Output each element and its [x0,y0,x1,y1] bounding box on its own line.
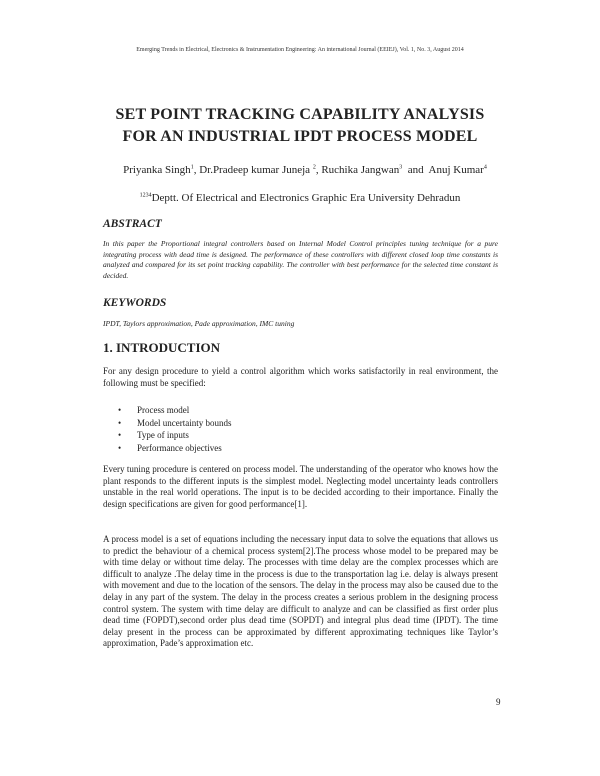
author-sup: 2 [312,164,316,171]
author-conjunction: and [407,164,424,176]
author-name: Dr.Pradeep kumar Juneja [199,164,311,176]
list-item: • Performance objectives [118,442,231,455]
intro-paragraph-2: Every tuning procedure is centered on process model. The understanding of the operator who knows how the plant responds to the different inputs is the simplest model. Neglecting model uncertainty leads controllers unstable in the real world operations. The input is to be decided according to their importance. Finally the design specifications are given for good performance[1]. [103,464,498,509]
affiliation-text: Deptt. Of Electrical and Electronics Graphic Era University Dehradun [151,192,461,204]
title-line-1: SET POINT TRACKING CAPABILITY ANALYSIS [115,106,485,123]
author-sup: 1 [190,164,194,171]
author-sup: 3 [399,164,403,171]
requirements-list [118,404,231,455]
intro-paragraph-1: For any design procedure to yield a control algorithm which works satisfactorily in real environment, the following must be specified: [103,366,498,388]
author-name: Priyanka Singh [123,164,191,176]
running-head: Emerging Trends in Electrical, Electronics & Instrumentation Engineering: An international Journal (EEIEJ), Vol. 1, No. 3, August 2014 [136,47,464,53]
intro-paragraph-3: A process model is a set of equations including the necessary input data to solve the equations that allows us to predict the behaviour of a chemical process system[2].The process whose model to be prepared may be with time delay or without time delay. The processes with time delay are the complex processes which are difficult to analyze .The delay time in the process is due to the transportation lag i.e. delay is always present with movement and due to the location of the sensors. The delay in the process may also be caused due to the delay in any part of the system. The delay in the process creates a serious problem in the designing process control system. The system with time delay are difficult to analyze and can be classified as first order plus dead time (FOPDT),second order plus dead time (SOPDT) and integral plus dead time (IPDT). The time delay present in the process can be approximated by different approximating techniques like Taylor’s approximation, Pade’s approximation etc. [103,534,498,649]
author-list: Priyanka Singh$^1$, Dr.Pradeep kumar Juneja $^2$, Ruchika Jangwan$^3$ and Anuj Kumar$^4$ [123,164,487,176]
paper-title [60,104,540,148]
keywords-text: IPDT, Taylors approximation, Pade approximation, IMC tuning [103,319,295,328]
section-heading-introduction: 1. INTRODUCTION [103,340,221,355]
keywords-heading: KEYWORDS [103,297,167,309]
author-name: Ruchika Jangwan [321,164,400,176]
affiliation [100,192,500,204]
list-item: • Model uncertainty bounds [118,417,231,430]
affiliation-sup: 1234 [139,192,152,199]
list-item: • Type of inputs [118,429,231,442]
author-sup: 4 [483,164,487,171]
abstract-heading: ABSTRACT [103,218,162,230]
page-number: 9 [496,697,501,707]
author-name: Anuj Kumar [428,164,484,176]
abstract-text: In this paper the Proportional integral controllers based on Internal Model Control principles tuning technique for a pure integrating process with dead time is designed. The performance of these controllers with different closed loop time constants is analyzed and compared for its set point tracking capability. The controller with best performance for the selected time constant is decided. [103,239,498,280]
title-line-2: FOR AN INDUSTRIAL IPDT PROCESS MODEL [122,128,478,145]
list-item: • Process model [118,404,231,417]
